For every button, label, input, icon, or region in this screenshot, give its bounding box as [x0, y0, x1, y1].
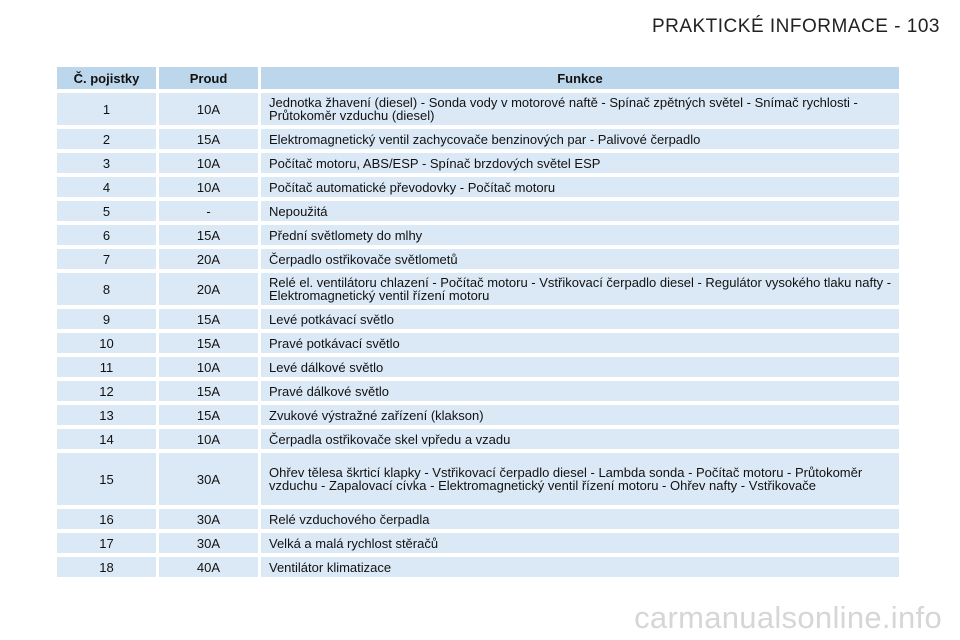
cell-fuse-number: 1: [57, 93, 156, 125]
cell-function: Relé vzduchového čerpadla: [261, 509, 899, 529]
table-row: [57, 509, 899, 529]
cell-function: Počítač motoru, ABS/ESP - Spínač brzdových světel ESP: [261, 153, 899, 173]
table-row: [57, 273, 899, 305]
column-header-fuse-number: Č. pojistky: [57, 67, 156, 89]
table-row: [57, 453, 899, 505]
cell-function: Elektromagnetický ventil zachycovače benzinových par - Palivové čerpadlo: [261, 129, 899, 149]
cell-current: -: [159, 201, 258, 221]
watermark: carmanualsonline.info: [634, 600, 942, 635]
cell-current: 10A: [159, 153, 258, 173]
table-row: [57, 333, 899, 353]
cell-current: 15A: [159, 381, 258, 401]
cell-fuse-number: 10: [57, 333, 156, 353]
cell-fuse-number: 5: [57, 201, 156, 221]
table-row: [57, 93, 899, 125]
cell-function: Levé potkávací světlo: [261, 309, 899, 329]
table-row: [57, 533, 899, 553]
cell-function: Čerpadla ostřikovače skel vpředu a vzadu: [261, 429, 899, 449]
table-row: [57, 153, 899, 173]
cell-function: Počítač automatické převodovky - Počítač motoru: [261, 177, 899, 197]
cell-function: Jednotka žhavení (diesel) - Sonda vody v motorové naftě - Spínač zpětných světel - Snímač rychlosti - Průtokoměr vzduchu (diesel): [261, 93, 899, 125]
cell-current: 15A: [159, 309, 258, 329]
table-row: [57, 381, 899, 401]
cell-function: Ohřev tělesa škrticí klapky - Vstřikovací čerpadlo diesel - Lambda sonda - Počítač motoru - Průtokoměr vzduchu - Zapalovací cívka - Elektromagnetický ventil řízení motoru - Ohřev nafty - Vstřikovače: [261, 453, 899, 505]
table-row: [57, 557, 899, 577]
column-header-current: Proud: [159, 67, 258, 89]
column-header-function: Funkce: [261, 67, 899, 89]
table-row: [57, 249, 899, 269]
table-body: [57, 93, 899, 577]
cell-function: Velká a malá rychlost stěračů: [261, 533, 899, 553]
cell-function: Nepoužitá: [261, 201, 899, 221]
fuse-table: [54, 63, 902, 581]
cell-current: 15A: [159, 333, 258, 353]
cell-fuse-number: 13: [57, 405, 156, 425]
table-row: [57, 177, 899, 197]
cell-fuse-number: 6: [57, 225, 156, 245]
cell-current: 15A: [159, 405, 258, 425]
page-title: PRAKTICKÉ INFORMACE - 103: [651, 16, 940, 37]
cell-fuse-number: 14: [57, 429, 156, 449]
cell-function: Pravé dálkové světlo: [261, 381, 899, 401]
cell-current: 40A: [159, 557, 258, 577]
cell-current: 20A: [159, 273, 258, 305]
cell-fuse-number: 15: [57, 453, 156, 505]
cell-current: 10A: [159, 93, 258, 125]
cell-fuse-number: 12: [57, 381, 156, 401]
cell-function: Pravé potkávací světlo: [261, 333, 899, 353]
cell-current: 10A: [159, 429, 258, 449]
cell-fuse-number: 7: [57, 249, 156, 269]
table-row: [57, 357, 899, 377]
table-row: [57, 309, 899, 329]
cell-function: Relé el. ventilátoru chlazení - Počítač motoru - Vstřikovací čerpadlo diesel - Regulátor vysokého tlaku nafty - Elektromagnetický ventil řízení motoru: [261, 273, 899, 305]
table-row: [57, 429, 899, 449]
cell-function: Přední světlomety do mlhy: [261, 225, 899, 245]
cell-fuse-number: 18: [57, 557, 156, 577]
cell-current: 15A: [159, 129, 258, 149]
table-row: [57, 405, 899, 425]
cell-fuse-number: 3: [57, 153, 156, 173]
cell-current: 20A: [159, 249, 258, 269]
cell-fuse-number: 2: [57, 129, 156, 149]
cell-fuse-number: 17: [57, 533, 156, 553]
table-header-row: [57, 67, 899, 89]
cell-function: Čerpadlo ostřikovače světlometů: [261, 249, 899, 269]
cell-fuse-number: 9: [57, 309, 156, 329]
table-row: [57, 129, 899, 149]
cell-current: 30A: [159, 533, 258, 553]
cell-fuse-number: 4: [57, 177, 156, 197]
cell-function: Zvukové výstražné zařízení (klakson): [261, 405, 899, 425]
cell-current: 30A: [159, 453, 258, 505]
table-row: [57, 201, 899, 221]
cell-current: 10A: [159, 177, 258, 197]
cell-current: 10A: [159, 357, 258, 377]
cell-current: 30A: [159, 509, 258, 529]
cell-fuse-number: 8: [57, 273, 156, 305]
cell-current: 15A: [159, 225, 258, 245]
cell-function: Levé dálkové světlo: [261, 357, 899, 377]
cell-fuse-number: 11: [57, 357, 156, 377]
cell-function: Ventilátor klimatizace: [261, 557, 899, 577]
table-row: [57, 225, 899, 245]
cell-fuse-number: 16: [57, 509, 156, 529]
